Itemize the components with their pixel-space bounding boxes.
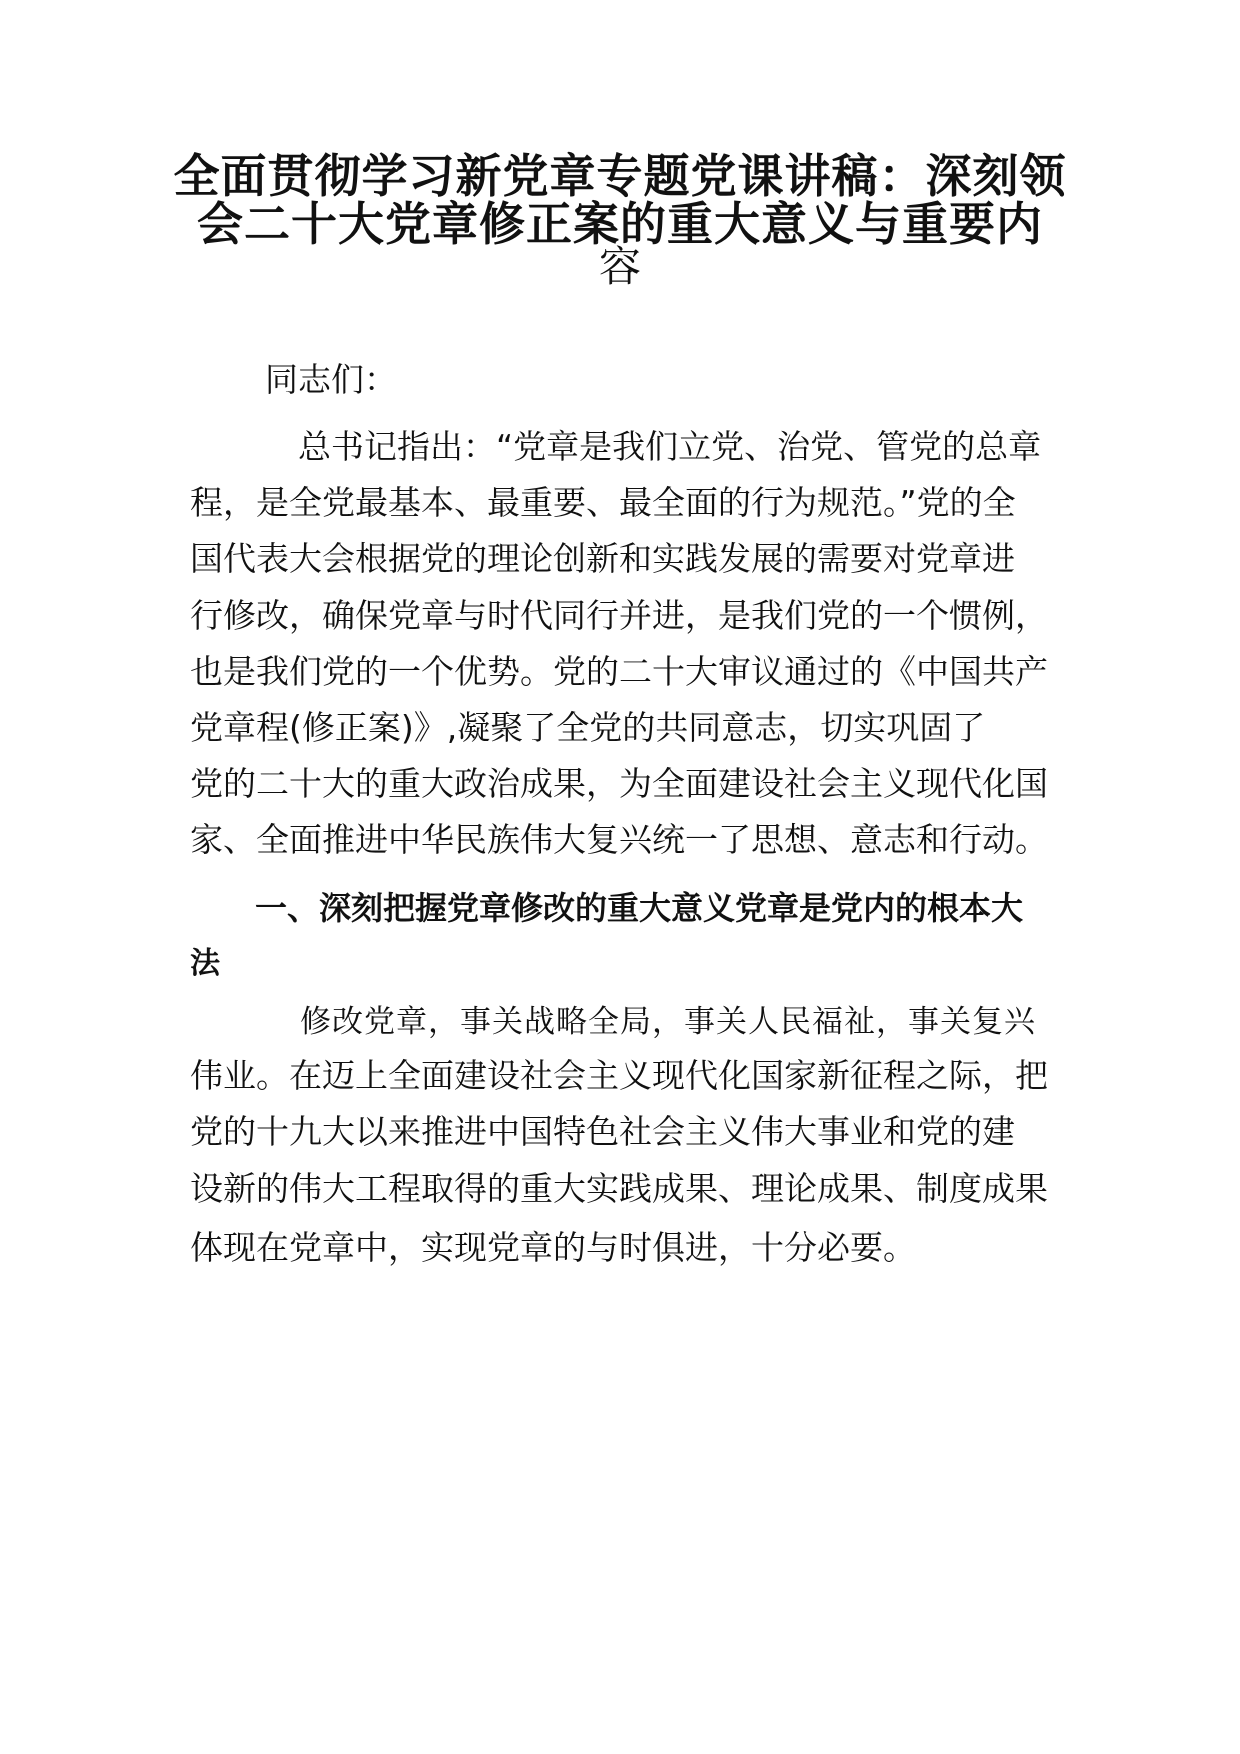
section-1-paragraph-line-1: 修改党章，事关战略全局，事关人民福祉，事关复兴 — [300, 1004, 1036, 1040]
intro-paragraph-line-5: 也是我们党的一个优势。党的二十大审议通过的《中国共产 — [190, 652, 1048, 691]
intro-paragraph-line-4: 行修改，确保党章与时代同行并进，是我们党的一个惯例， — [190, 596, 1048, 635]
document-title-line-3: 容 — [598, 242, 641, 291]
section-1-paragraph-line-4: 设新的伟大工程取得的重大实践成果、理论成果、制度成果 — [190, 1169, 1048, 1208]
intro-paragraph-line-8: 家、全面推进中华民族伟大复兴统一了思想、意志和行动。 — [190, 820, 1048, 859]
intro-paragraph-line-6: 党章程(修正案)》,凝聚了全党的共同意志，切实巩固了 — [190, 708, 986, 747]
intro-paragraph-line-7: 党的二十大的重大政治成果，为全面建设社会主义现代化国 — [190, 764, 1048, 803]
section-1-paragraph-line-2: 伟业。在迈上全面建设社会主义现代化国家新征程之际，把 — [190, 1056, 1048, 1095]
section-1-heading-line-2: 法 — [190, 946, 220, 981]
salutation: 同志们： — [265, 360, 397, 399]
document-title-line-1: 全面贯彻学习新党章专题党课讲稿：深刻领 — [173, 149, 1067, 203]
section-1-paragraph-line-3: 党的十九大以来推进中国特色社会主义伟大事业和党的建 — [190, 1112, 1015, 1151]
intro-paragraph-line-1: 总书记指出：“党章是我们立党、治党、管党的总章 — [298, 427, 1042, 466]
intro-paragraph-line-2: 程，是全党最基本、最重要、最全面的行为规范。”党的全 — [190, 483, 1016, 522]
intro-paragraph-line-3: 国代表大会根据党的理论创新和实践发展的需要对党章进 — [190, 539, 1015, 578]
section-1-heading-line-1: 一、深刻把握党章修改的重大意义党章是党内的根本大 — [255, 889, 1024, 927]
document-title-line-2: 会二十大党章修正案的重大意义与重要内 — [197, 197, 1043, 251]
section-1-paragraph-line-5: 体现在党章中，实现党章的与时俱进，十分必要。 — [190, 1228, 916, 1267]
